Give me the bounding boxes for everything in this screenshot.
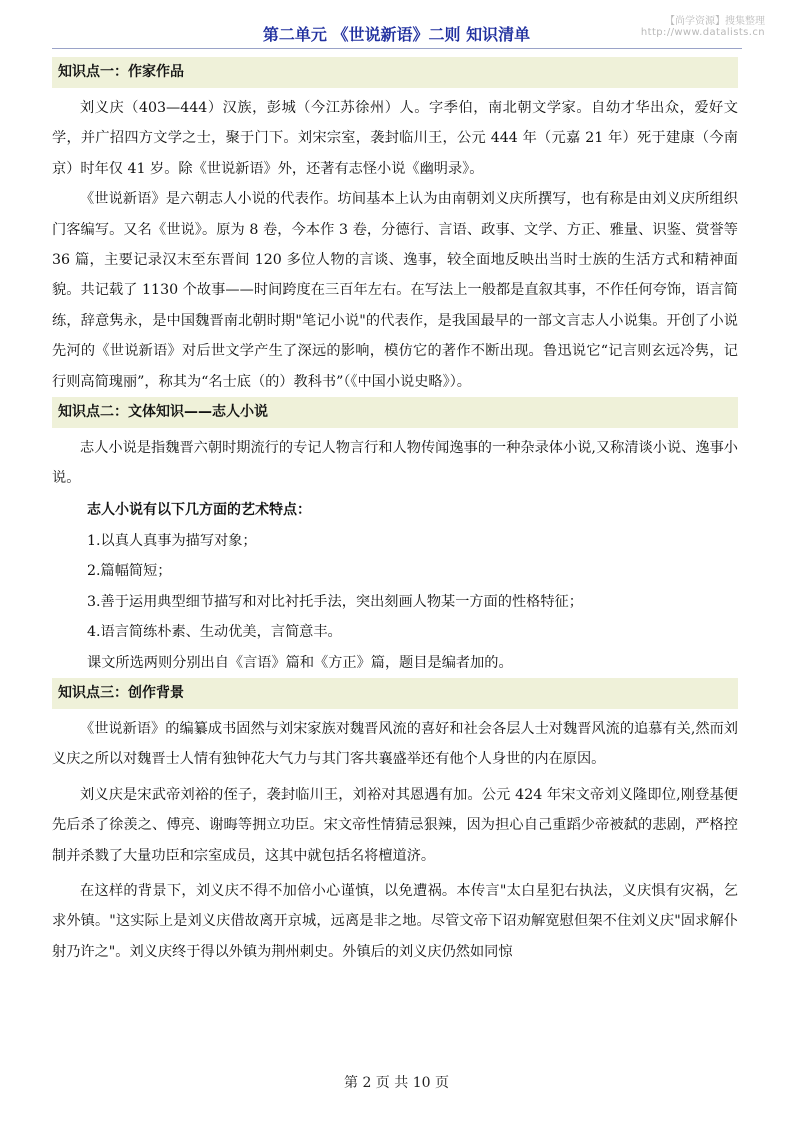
genre-feature-item: 3.善于运用典型细节描写和对比衬托手法，突出刻画人物某一方面的性格特征； xyxy=(87,593,583,610)
paragraph-background-3: 在这样的背景下，刘义庆不得不加倍小心谨慎，以免遭祸。本传言"太白星犯右执法，义庆惧有灾祸，乞求外镇。"这实际上是刘义庆借故离开京城，远离是非之地。尽管文帝下诏劝解宽慰但架不住刘义庆"固求解仆射乃许之"。刘义庆终于得以外镇为荆州刺史。外镇后的刘义庆仍然如同惊 xyxy=(52,882,738,960)
genre-feature-item: 2.篇幅简短； xyxy=(87,563,172,580)
paragraph-book-intro: 《世说新语》是六朝志人小说的代表作。坊间基本上认为由南朝刘义庆所撰写，也有称是由刘义庆所组织门客编写。又名《世说》。原为 8 卷，今本作 3 卷，分德行、言语、政事、文学、方正、雅量、识鉴、赏誉等 36 篇，主要记录汉末至东晋间 120 多位人物的言谈、逸事，较全面地反映出当时士族的生活方式和精神面貌。共记载了 1130 个故事——时间跨度在三百年左右。在写法上一般都是直叙其事，不作任何夸饰，语言简练，辞意隽永，是中国魏晋南北朝时期"笔记小说"的代表作，是我国最早的一部文言志人小说集。开创了小说先河的《世说新语》对后世文学产生了深远的影响，模仿它的著作不断出现。鲁迅说它“记言则玄远冷隽，记行则高简瑰丽”，称其为“名士底（的）教科书”（《中国小说史略》）。 xyxy=(52,191,738,390)
document-body xyxy=(52,57,738,967)
section-heading-genre: 知识点二：文体知识——志人小说 xyxy=(52,397,738,428)
header-divider xyxy=(52,48,742,49)
paragraph-author-bio: 刘义庆（403—444）汉族，彭城（今江苏徐州）人。字季伯，南北朝文学家。自幼才华出众，爱好文学，并广招四方文学之士，聚于门下。刘宋宗室，袭封临川王，公元 444 年（元嘉 21 年）死于建康（今南京）时年仅 41 岁。除《世说新语》外，还著有志怪小说《幽明录》。 xyxy=(52,100,738,177)
section-heading-background: 知识点三：创作背景 xyxy=(52,678,738,709)
paragraph-text-source: 课文所选两则分别出自《言语》篇和《方正》篇，题目是编者加的。 xyxy=(87,654,513,671)
page-number: 第 2 页 共 10 页 xyxy=(344,1075,449,1091)
genre-features-heading: 志人小说有以下几方面的艺术特点： xyxy=(87,501,311,518)
section-heading-author: 知识点一：作家作品 xyxy=(52,57,738,88)
genre-feature-item: 1.以真人真事为描写对象； xyxy=(87,532,257,549)
paragraph-genre-intro: 志人小说是指魏晋六朝时期流行的专记人物言行和人物传闻逸事的一种杂录体小说,又称清谈小说、逸事小说。 xyxy=(52,440,738,487)
paragraph-background-2: 刘义庆是宋武帝刘裕的侄子，袭封临川王，刘裕对其恩遇有加。公元 424 年宋文帝刘义隆即位,刚登基便先后杀了徐羡之、傅亮、谢晦等拥立功臣。宋文帝性情猜忌狠辣，因为担心自己重蹈少帝被弑的悲剧，严格控制并杀戮了大量功臣和宗室成员，这其中就包括名将檀道济。 xyxy=(52,786,738,864)
watermark-text: 【尚学资源】搜集整理 xyxy=(665,16,765,27)
watermark-url: http://www.datalists.cn xyxy=(640,27,765,38)
page-title: 第二单元 《世说新语》二则 知识清单 xyxy=(262,25,531,44)
genre-feature-item: 4.语言简练朴素、生动优美，言简意丰。 xyxy=(87,624,342,641)
paragraph-background-1: 《世说新语》的编纂成书固然与刘宋家族对魏晋风流的喜好和社会各层人士对魏晋风流的追慕有关,然而刘义庆之所以对魏晋士人情有独钟花大气力与其门客共襄盛举还有他个人身世的内在原因。 xyxy=(52,720,738,768)
